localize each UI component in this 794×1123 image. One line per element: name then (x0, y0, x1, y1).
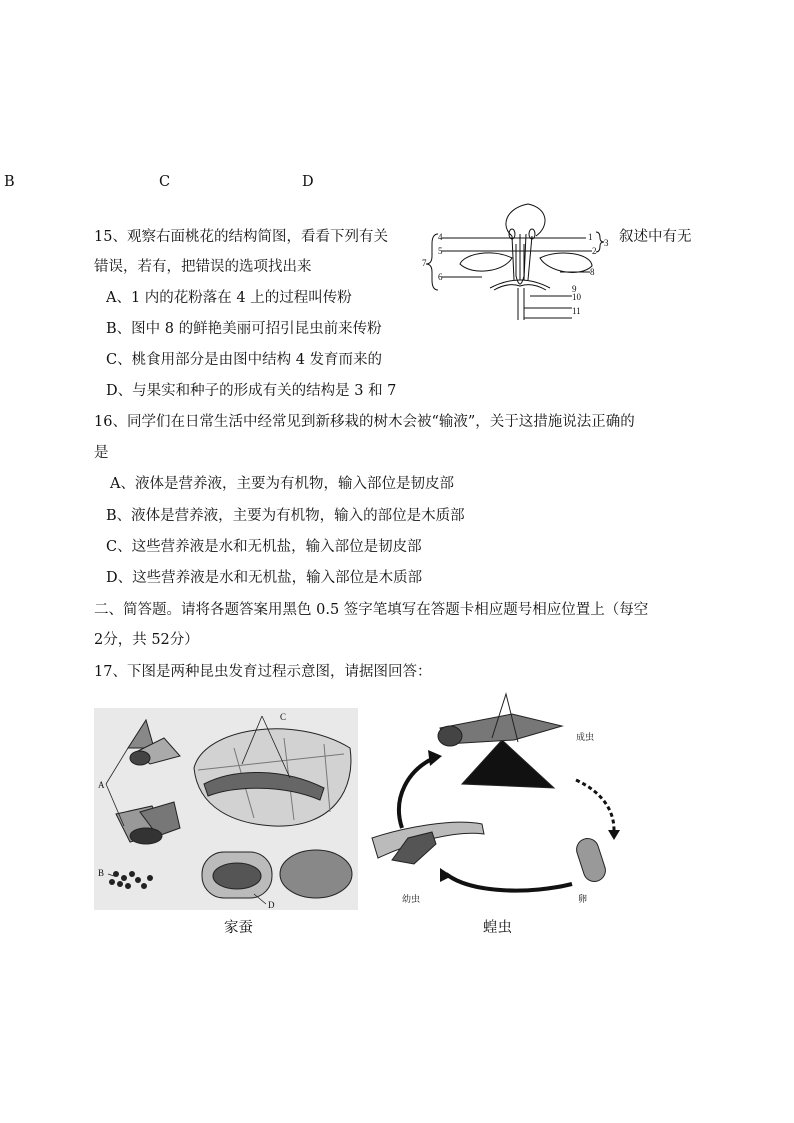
peach-flower-diagram (420, 200, 610, 325)
q17-stem: 17、下图是两种昆虫发育过程示意图，请据图回答： (94, 664, 432, 680)
silkworm-pupa (202, 852, 272, 898)
label-4: 4 (438, 232, 443, 242)
silkworm-label-a: A (98, 780, 105, 790)
section2-line1: 二、简答题。请将各题答案用黑色 0.5 签字笔填写在答题卡相应题号相应位置上（每空 (94, 602, 649, 618)
silkworm-label-d: D (268, 900, 275, 910)
q15-stem-part2: 叙述中有无 (619, 229, 692, 245)
flower-stem (518, 288, 524, 320)
q15-stem-part1: 15、观察右面桃花的结构简图，看看下列有关 (94, 229, 388, 245)
q15-option-b: B、图中 8 的鲜艳美丽可招引昆虫前来传粉 (106, 321, 382, 337)
q16-option-b: B、液体是营养液，主要为有机物，输入的部位是木质部 (106, 508, 465, 524)
section2-line2: 2分，共 52分） (94, 632, 199, 648)
q16-stem-line1: 16、同学们在日常生活中经常见到新移栽的树木会被“输液”，关于这措施说法正确的 (94, 414, 635, 430)
label-11: 11 (572, 306, 581, 316)
label-9: 9 (572, 284, 577, 294)
q16-stem-line2: 是 (94, 445, 109, 461)
locust-adult (438, 694, 562, 788)
top-option-b: B (4, 174, 15, 190)
label-10: 10 (572, 292, 581, 302)
top-option-c: C (159, 174, 171, 190)
adult-to-egg-arrow (576, 780, 614, 830)
q16-option-a: A、液体是营养液，主要为有机物，输入部位是韧皮部 (110, 476, 454, 492)
q15-option-d: D、与果实和种子的形成有关的结构是 3 和 7 (106, 383, 397, 399)
locust-stage-nymph: 幼虫 (402, 894, 421, 904)
locust-stage-adult: 成虫 (576, 732, 595, 742)
label-6: 6 (438, 272, 443, 282)
silkworm-lifecycle-illustration (94, 708, 358, 910)
locust-egg-pod (574, 836, 609, 885)
q15-option-c: C、桃食用部分是由图中结构 4 发育而来的 (106, 352, 383, 368)
locust-stage-egg: 卵 (578, 894, 588, 904)
left-petal-shape (460, 253, 512, 271)
right-petal-shape (540, 253, 592, 272)
top-petal-shape (506, 204, 545, 236)
q16-option-d: D、这些营养液是水和无机盐，输入部位是木质部 (106, 570, 423, 586)
label-3: 3 (604, 238, 609, 248)
locust-nymph (372, 822, 484, 864)
nymph-to-adult-arrow (399, 758, 434, 828)
egg-to-nymph-arrow (446, 874, 572, 891)
brace-right (596, 232, 604, 252)
silkworm-caption: 家蚕 (224, 920, 253, 936)
silkworm-cocoon (280, 850, 352, 898)
locust-lifecycle-illustration (362, 688, 630, 912)
label-5: 5 (438, 246, 443, 256)
label-2: 2 (592, 246, 597, 256)
label-7: 7 (422, 258, 427, 268)
q16-option-c: C、这些营养液是水和无机盐，输入部位是韧皮部 (106, 539, 422, 555)
sepal-shape (494, 285, 546, 290)
label-8: 8 (590, 267, 595, 277)
silkworm-label-c: C (280, 712, 287, 722)
locust-caption: 蝗虫 (483, 920, 512, 936)
q15-stem-line2: 错误，若有，把错误的选项找出来 (94, 259, 312, 275)
stamen-filaments (512, 234, 532, 280)
brace-left (426, 234, 438, 290)
q15-option-a: A、1 内的花粉落在 4 上的过程叫传粉 (106, 290, 352, 306)
label-1: 1 (588, 232, 593, 242)
silkworm-label-b: B (98, 868, 105, 878)
top-option-d: D (302, 174, 314, 190)
